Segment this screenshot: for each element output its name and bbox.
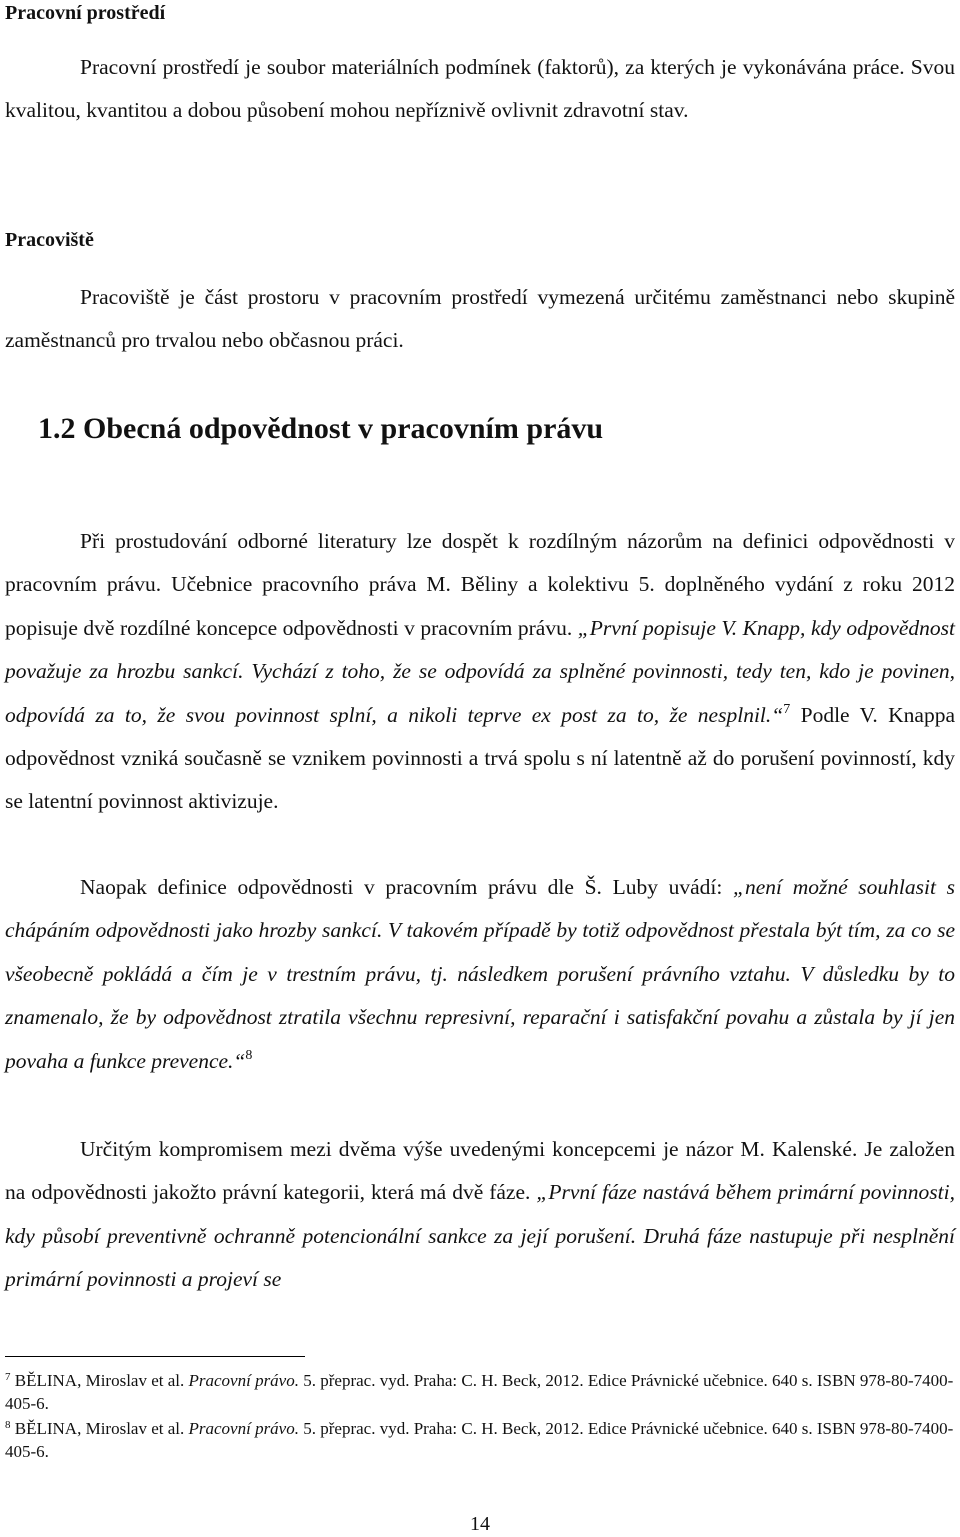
chapter-title: 1.2 Obecná odpovědnost v pracovním právu bbox=[38, 412, 604, 445]
footnote-title: Pracovní právo. bbox=[188, 1371, 299, 1390]
footnote-text: 5. přeprac. vyd. Praha: C. H. Beck, 2012. Edice Právnické učebnice. 640 s. ISBN 978-80-7400-405-6. bbox=[5, 1419, 954, 1461]
paragraph-workplace: Pracoviště je část prostoru v pracovním prostředí vymezená určitému zaměstnanci nebo skupině zaměstnanců pro trvalou nebo občasnou práci. bbox=[5, 285, 955, 353]
footnote-title: Pracovní právo. bbox=[188, 1419, 299, 1438]
knapp-quote: „První popisuje V. Knapp, kdy odpovědnost považuje za hrozbu sankcí. Vychází z toho, že se odpovídá za splněné povinnosti, tedy ten, kdo je povinen, odpovídá za to, že svou povinnost splní, a nikoli teprve ex post za to, že nesplnil.“ bbox=[5, 615, 955, 727]
footnote-text: 5. přeprac. vyd. Praha: C. H. Beck, 2012. Edice Právnické učebnice. 640 s. ISBN 978-80-7400-405-6. bbox=[5, 1371, 954, 1413]
paragraph-responsibility-3 bbox=[5, 1128, 955, 1302]
footnote-ref-8[interactable]: 8 bbox=[245, 1047, 253, 1063]
paragraph-work-environment: Pracovní prostředí je soubor materiálních podmínek (faktorů), za kterých je vykonávána práce. Svou kvalitou, kvantitou a dobou působení mohou nepříznivě ovlivnit zdravotní stav. bbox=[5, 55, 955, 123]
paragraph-text: Při prostudování odborné literatury lze dospět k rozdílným názorům na definici odpovědnosti v pracovním právu. Učebnice pracovního práva M. Běliny a kolektivu 5. doplněného vydání z roku 2012 popisuje dvě rozdílné koncepce odpovědnosti v pracovním právu. bbox=[5, 529, 955, 640]
paragraph-responsibility-1 bbox=[5, 520, 955, 824]
paragraph-text: Podle V. Knappa odpovědnost vzniká současně se vznikem povinnosti a trvá spolu s ní latentně až do porušení povinností, kdy se latentní povinnost aktivizuje. bbox=[5, 702, 955, 814]
section-heading-work-environment: Pracovní prostředí bbox=[5, 2, 166, 24]
footnote-separator bbox=[5, 1356, 305, 1357]
footnote-text: BĚLINA, Miroslav et al. bbox=[14, 1371, 189, 1390]
footnote-text: BĚLINA, Miroslav et al. bbox=[14, 1419, 189, 1438]
luby-quote: „není možné souhlasit s chápáním odpovědnosti jako hrozby sankcí. V takovém případě by totiž odpovědnost přestala být tím, za co se všeobecně pokládá a čím je v trestním právu, tj. následkem porušení právního vztahu. V důsledku by to znamenalo, že by odpovědnost ztratila všechnu represivní, reparační i satisfakční povahu a zůstala by jí jen povaha a funkce prevence.“ bbox=[5, 875, 955, 1073]
page-number: 14 bbox=[470, 1513, 490, 1535]
footnote-7 bbox=[5, 1369, 960, 1415]
section-heading-workplace: Pracoviště bbox=[5, 229, 94, 251]
footnote-8 bbox=[5, 1417, 960, 1463]
paragraph-text: Určitým kompromisem mezi dvěma výše uvedenými koncepcemi je názor M. Kalenské. Je založen na odpovědnosti jakožto právní kategorii, která má dvě fáze. bbox=[5, 1137, 955, 1205]
footnote-number: 8 bbox=[5, 1419, 11, 1431]
paragraph-responsibility-2 bbox=[5, 866, 955, 1083]
paragraph-text: Naopak definice odpovědnosti v pracovním právu dle Š. Luby uvádí: bbox=[80, 875, 734, 899]
kalenska-quote: „První fáze nastává během primární povinnosti, kdy působí preventivně ochranně potencionální sankce za její porušení. Druhá fáze nastupuje při nesplnění primární povinnosti a projeví se bbox=[5, 1180, 955, 1292]
footnote-ref-7[interactable]: 7 bbox=[783, 701, 791, 717]
footnote-number: 7 bbox=[5, 1371, 11, 1383]
